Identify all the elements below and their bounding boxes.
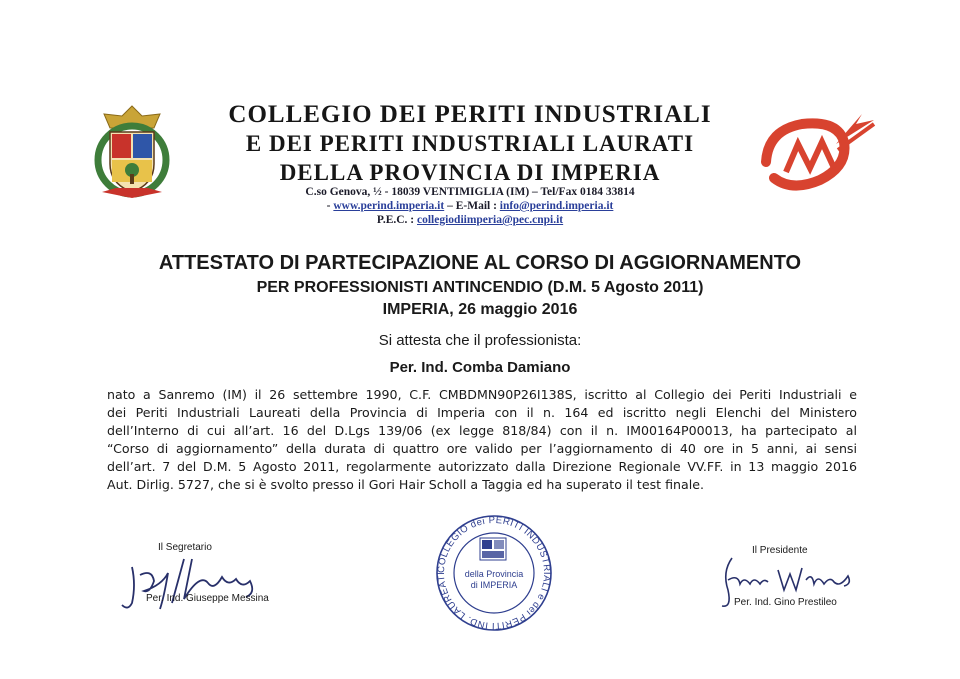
certificate-place-date: IMPERIA, 26 maggio 2016: [382, 301, 578, 318]
college-stamp-icon: [430, 514, 558, 632]
header-title-line2: E DEI PERITI INDUSTRIALI LAURATI: [245, 131, 695, 156]
header-title-line3: DELLA PROVINCIA DI IMPERIA: [279, 160, 661, 185]
stamp-ring-text: COLLEGIO dei PERITI INDUSTRIALI e dei PERITI IND. LAUREATI: [435, 514, 553, 632]
body-line: nato a Sanremo (IM) il 26 settembre 1990, C.F. CMBDMN90P26I138S, iscritto al Collegio dei Periti Industriali e: [107, 387, 857, 402]
email-label: – E-Mail :: [447, 200, 497, 212]
body-line: dell’art. 7 del D.M. 5 Agosto 2011, regolarmente autorizzato dalla Direzione Regionale VV.FF. in 13 maggio 2016: [107, 459, 857, 474]
header-contacts: - www.perind.imperia.it – E-Mail : info@perind.imperia.it: [326, 200, 614, 212]
stamp-center-line1: della Provincia: [464, 569, 524, 579]
header-address: C.so Genova, ½ - 18039 VENTIMIGLIA (IM) – Tel/Fax 0184 33814: [305, 186, 635, 198]
header-title-line1: COLLEGIO DEI PERITI INDUSTRIALI: [228, 101, 712, 128]
professional-name: Per. Ind. Comba Damiano: [389, 359, 571, 376]
certify-statement: Si attesta che il professionista:: [378, 332, 582, 349]
pec-label: P.E.C. :: [376, 214, 415, 226]
president-name: Per. Ind. Gino Prestileo: [734, 597, 837, 608]
stamp-center-line2: di IMPERIA: [470, 580, 518, 590]
header-pec: [150, 214, 790, 226]
website-link[interactable]: www.perind.imperia.it: [333, 200, 445, 212]
president-label: Il Presidente: [752, 545, 808, 556]
body-line: dell’Interno di cui all’art. 16 del D.Lgs 139/06 (ex legge 818/84) con il n. IM00164P00013, ha partecipato al: [107, 423, 857, 438]
pec-link[interactable]: collegiodiimperia@pec.cnpi.it: [417, 214, 564, 226]
secretary-signature-icon: [118, 545, 268, 615]
email-link[interactable]: info@perind.imperia.it: [499, 200, 614, 212]
college-logo-icon: [758, 112, 882, 194]
secretary-label: Il Segretario: [158, 542, 212, 553]
body-line: dei Periti Industriali Laureati della Provincia di Imperia con il n. 164 ed iscritto negli Elenchi del Ministero: [107, 405, 857, 420]
certificate-title: ATTESTATO DI PARTECIPAZIONE AL CORSO DI AGGIORNAMENTO: [158, 252, 802, 274]
certificate-body: [107, 386, 857, 494]
body-line: “Corso di aggiornamento” della durata di quattro ore valido per l’aggiornamento di 40 ore in 5 anni, ai sensi: [107, 441, 857, 456]
secretary-name: Per. Ind. Giuseppe Messina: [146, 593, 269, 604]
body-line: Aut. Dirlig. 5727, che si è svolto presso il Gori Hair Scholl a Taggia ed ha superato il test finale.: [107, 477, 704, 492]
certificate-subtitle: PER PROFESSIONISTI ANTINCENDIO (D.M. 5 Agosto 2011): [256, 279, 704, 296]
